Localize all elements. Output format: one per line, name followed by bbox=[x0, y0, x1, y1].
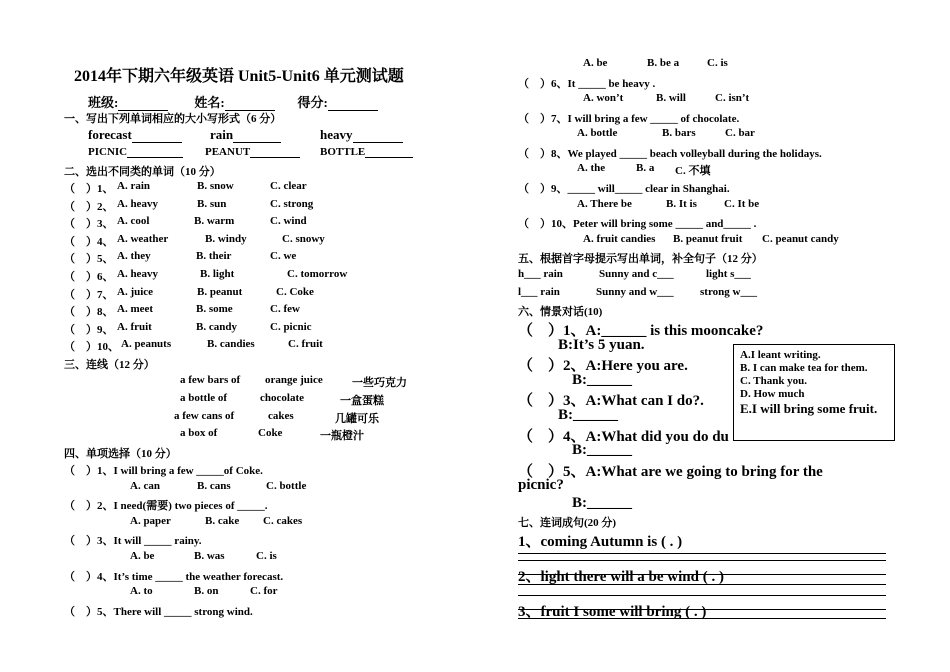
sentence-2: 2、light there will a be wind ( . ) bbox=[518, 569, 724, 585]
s3-chinese[interactable]: 一些巧克力 bbox=[352, 377, 407, 389]
q4-opt-c: C. for bbox=[250, 585, 278, 597]
s2-opt-a: A. heavy bbox=[117, 268, 158, 280]
choice-q10: （ ）10、Peter will bring some _____ and_____ . bbox=[518, 218, 757, 230]
score-blank[interactable] bbox=[328, 110, 378, 111]
q8-opt-c: C. 不填 bbox=[675, 165, 711, 177]
page-title: 2014年下期六年级英语 Unit5-Unit6 单元测试题 bbox=[74, 68, 404, 85]
writing-line[interactable] bbox=[518, 560, 886, 561]
s2-opt-a: A. cool bbox=[117, 215, 150, 228]
q1-opt-c: C. bottle bbox=[266, 480, 307, 492]
q4-opt-a: A. to bbox=[130, 585, 153, 597]
q6-opt-c: C. isn’t bbox=[715, 92, 750, 104]
s2-q-number: （ ）4、 bbox=[64, 235, 114, 248]
q7-opt-b: B. bars bbox=[662, 127, 696, 139]
student-info bbox=[88, 92, 378, 111]
s2-opt-a: A. peanuts bbox=[121, 338, 172, 351]
s5-r2-b: Sunny and w___ bbox=[596, 286, 674, 298]
s1-row2-c: BOTTLE bbox=[320, 146, 413, 158]
s2-opt-b: B. peanut bbox=[197, 285, 243, 298]
s3-noun[interactable]: Coke bbox=[258, 427, 283, 440]
s2-opt-c: C. we bbox=[270, 250, 297, 263]
s2-q-number: （ ）2、 bbox=[64, 200, 114, 213]
class-label: 班级: bbox=[88, 95, 119, 110]
dialog5-b: B:______ bbox=[572, 495, 632, 511]
s2-opt-a: A. fruit bbox=[117, 320, 152, 333]
section6-heading: 六、情景对话(10) bbox=[518, 306, 603, 318]
q3-opt-a: A. be bbox=[130, 550, 155, 562]
section4-heading: 四、单项选择（10 分） bbox=[64, 448, 177, 460]
q7-opt-a: A. bottle bbox=[577, 127, 618, 139]
s2-opt-b: B. windy bbox=[205, 232, 247, 245]
dialog5-a-cont: picnic? bbox=[518, 477, 564, 493]
q10-opt-a: A. fruit candies bbox=[583, 233, 656, 245]
s2-q-number: （ ）7、 bbox=[64, 288, 114, 301]
blank[interactable] bbox=[353, 142, 403, 143]
s2-q-number: （ ）1、 bbox=[64, 183, 114, 195]
s3-chinese[interactable]: 一盒蛋糕 bbox=[340, 394, 384, 407]
s2-opt-a: A. they bbox=[117, 250, 151, 263]
name-label: 姓名: bbox=[194, 95, 225, 110]
s2-opt-a: A. weather bbox=[117, 232, 169, 245]
writing-line[interactable] bbox=[518, 595, 886, 596]
choice-q6: （ ）6、It _____ be heavy . bbox=[518, 78, 656, 90]
choice-q8: （ ）8、We played _____ beach volleyball during the holidays. bbox=[518, 148, 822, 160]
s2-q-number: （ ）6、 bbox=[64, 271, 114, 283]
q1-opt-a: A. can bbox=[130, 480, 160, 492]
q5-opt-b: B. be a bbox=[647, 57, 680, 69]
s2-opt-c: C. Coke bbox=[276, 285, 314, 298]
s2-opt-b: B. their bbox=[196, 250, 232, 263]
s2-opt-b: B. some bbox=[196, 303, 233, 316]
s2-opt-c: C. tomorrow bbox=[287, 268, 348, 280]
s2-opt-a: A. rain bbox=[117, 180, 150, 192]
s2-opt-a: A. heavy bbox=[117, 197, 158, 210]
section5-heading: 五、根据首字母提示写出单词，补全句子（12 分） bbox=[518, 253, 763, 265]
option-e: E.I will bring some fruit. bbox=[740, 401, 878, 416]
writing-line[interactable] bbox=[518, 574, 886, 575]
q5-opt-c: C. is bbox=[707, 57, 728, 69]
s2-opt-a: A. juice bbox=[117, 285, 154, 298]
s2-opt-b: B. candies bbox=[207, 338, 255, 351]
dialog3-a: （ ）3、A:What can I do?. bbox=[518, 393, 704, 409]
choice-q1: （ ）1、I will bring a few _____of Coke. bbox=[64, 465, 263, 477]
q10-opt-c: C. peanut candy bbox=[762, 233, 839, 245]
choice-q2: （ ）2、I need(需要) two pieces of _____. bbox=[64, 500, 268, 512]
s2-opt-c: C. picnic bbox=[270, 320, 312, 333]
s2-q-number: （ ）3、 bbox=[64, 218, 114, 231]
dialog1-b: B:It’s 5 yuan. bbox=[558, 337, 645, 353]
q2-opt-c: C. cakes bbox=[263, 515, 303, 527]
s2-opt-c: C. fruit bbox=[288, 338, 323, 351]
dialog3-b: B:______ bbox=[558, 407, 618, 423]
s5-r1-a: h___ rain bbox=[518, 268, 563, 280]
q1-opt-b: B. cans bbox=[197, 480, 231, 492]
s2-opt-b: B. sun bbox=[197, 197, 227, 210]
s3-phrase[interactable]: a few cans of bbox=[174, 409, 235, 422]
q2-opt-b: B. cake bbox=[205, 515, 240, 527]
option-a: A.I leant writing. bbox=[740, 349, 821, 361]
s3-phrase[interactable]: a few bars of bbox=[180, 374, 241, 386]
s3-phrase[interactable]: a box of bbox=[180, 427, 218, 440]
s2-opt-c: C. clear bbox=[270, 180, 307, 192]
writing-line[interactable] bbox=[518, 609, 886, 610]
section2-heading: 二、选出不同类的单词（10 分） bbox=[64, 166, 221, 178]
q3-opt-c: C. is bbox=[256, 550, 277, 562]
s3-noun[interactable]: cakes bbox=[268, 409, 294, 422]
s1-row2: PICNIC bbox=[88, 146, 183, 158]
blank[interactable] bbox=[233, 142, 281, 143]
blank[interactable] bbox=[365, 157, 413, 158]
dialog2-a: （ ）2、A:Here you are. bbox=[518, 358, 688, 374]
s2-q-number: （ ）9、 bbox=[64, 323, 114, 336]
dialog4-a: （ ）4、A:What did you do du bbox=[518, 429, 729, 445]
section1-heading: 一、写出下列单词相应的大小写形式（6 分） bbox=[64, 113, 282, 125]
q9-opt-b: B. It is bbox=[666, 198, 697, 210]
writing-line[interactable] bbox=[518, 553, 886, 554]
option-c: C. Thank you. bbox=[740, 375, 808, 387]
writing-line[interactable] bbox=[518, 584, 886, 585]
s3-chinese[interactable]: 一瓶橙汁 bbox=[320, 430, 364, 443]
blank[interactable] bbox=[127, 157, 183, 158]
s5-r2-a: l___ rain bbox=[518, 286, 560, 298]
s2-opt-a: A. meet bbox=[117, 303, 154, 316]
s2-q-number: （ ）10、 bbox=[64, 341, 119, 354]
option-d: D. How much bbox=[740, 388, 805, 400]
s2-opt-b: B. warm bbox=[194, 215, 235, 228]
q7-opt-c: C. bar bbox=[725, 127, 755, 139]
q8-opt-b: B. a bbox=[636, 162, 655, 174]
s1-row1-c: heavy bbox=[320, 127, 403, 143]
blank[interactable] bbox=[132, 142, 182, 143]
choice-q4: （ ）4、It’s time _____ the weather forecast. bbox=[64, 571, 284, 583]
q6-opt-b: B. will bbox=[656, 92, 686, 104]
dialog4-b: B:______ bbox=[572, 442, 632, 458]
s1-row2-b: PEANUT bbox=[205, 146, 300, 158]
sentence-3: 3、fruit I some will bring ( . ) bbox=[518, 604, 707, 620]
s5-r1-c: light s___ bbox=[706, 268, 751, 280]
dialog2-b: B:______ bbox=[572, 372, 632, 388]
q4-opt-b: B. on bbox=[194, 585, 219, 597]
q8-opt-a: A. the bbox=[577, 162, 606, 174]
s2-opt-c: C. few bbox=[270, 303, 300, 316]
section7-heading: 七、连词成句(20 分) bbox=[518, 517, 617, 529]
s2-q-number: （ ）5、 bbox=[64, 253, 114, 266]
s1-row1: forecast bbox=[88, 127, 182, 143]
q10-opt-b: B. peanut fruit bbox=[673, 233, 743, 245]
q3-opt-b: B. was bbox=[194, 550, 225, 562]
q5-opt-a: A. be bbox=[583, 57, 608, 69]
dialog5-a: （ ）5、A:What are we going to bring for the bbox=[518, 464, 823, 480]
score-label: 得分: bbox=[297, 95, 328, 110]
s3-phrase[interactable]: a bottle of bbox=[180, 391, 228, 404]
s2-opt-b: B. snow bbox=[197, 180, 234, 192]
q9-opt-c: C. It be bbox=[724, 198, 760, 210]
s2-opt-c: C. wind bbox=[270, 215, 307, 228]
s3-noun[interactable]: orange juice bbox=[265, 374, 323, 386]
choice-q7: （ ）7、I will bring a few _____ of chocolate. bbox=[518, 113, 740, 125]
choice-q9: （ ）9、_____ will_____ clear in Shanghai. bbox=[518, 183, 730, 195]
s5-r2-c: strong w___ bbox=[700, 286, 757, 298]
s2-q-number: （ ）8、 bbox=[64, 306, 114, 319]
blank[interactable] bbox=[250, 157, 300, 158]
q6-opt-a: A. won’t bbox=[583, 92, 624, 104]
dialog1-a: （ ）1、A:______ is this mooncake? bbox=[518, 323, 764, 339]
choice-q5: （ ）5、There will _____ strong wind. bbox=[64, 606, 253, 618]
option-b: B. I can make tea for them. bbox=[740, 362, 868, 374]
s1-row1-b: rain bbox=[210, 127, 281, 143]
section3-heading: 三、连线（12 分） bbox=[64, 359, 155, 371]
writing-line[interactable] bbox=[518, 618, 886, 619]
choice-q3: （ ）3、It will _____ rainy. bbox=[64, 535, 202, 547]
s2-opt-c: C. snowy bbox=[282, 232, 325, 245]
q9-opt-a: A. There be bbox=[577, 198, 632, 210]
s5-r1-b: Sunny and c___ bbox=[599, 268, 674, 280]
s2-opt-b: B. candy bbox=[196, 320, 237, 333]
s3-noun[interactable]: chocolate bbox=[260, 391, 304, 404]
q2-opt-a: A. paper bbox=[130, 515, 171, 527]
s3-chinese[interactable]: 几罐可乐 bbox=[335, 412, 379, 425]
s2-opt-b: B. light bbox=[200, 268, 235, 280]
answer-options-box bbox=[733, 344, 895, 441]
sentence-1: 1、coming Autumn is ( . ) bbox=[518, 534, 683, 550]
s2-opt-c: C. strong bbox=[270, 197, 314, 210]
